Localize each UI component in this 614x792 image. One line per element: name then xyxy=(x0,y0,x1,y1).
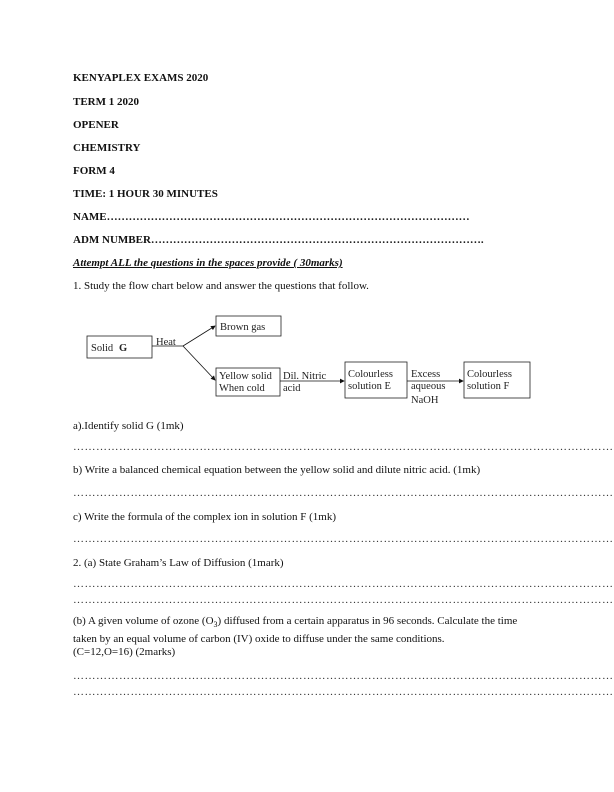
naoh-label: NaOH xyxy=(411,395,439,406)
name-field: NAME……………………………………………………………………………………… xyxy=(73,211,470,223)
solution-e-box xyxy=(345,362,407,398)
question-1c: c) Write the formula of the complex ion in solution F (1mk) xyxy=(73,511,336,523)
question-2b-part1: (b) A given volume of ozone (O xyxy=(73,615,214,627)
adm-number-field: ADM NUMBER………………………………………………………………………………. xyxy=(73,234,484,246)
dil-nitric-label: Dil. Nitric xyxy=(283,371,327,382)
solid-letter: G xyxy=(119,343,128,354)
arrow-to-brown-gas xyxy=(183,326,215,346)
solution-f-line1: Colourless xyxy=(467,369,512,380)
question-2a: 2. (a) State Graham’s Law of Diffusion (1mark) xyxy=(73,557,284,569)
exam-title: KENYAPLEX EXAMS 2020 xyxy=(73,72,209,84)
acid-label: acid xyxy=(283,383,301,394)
answer-line-2a-1[interactable]: …………………………………………………………………………………………………………………………… xyxy=(73,578,614,590)
excess-label: Excess xyxy=(411,369,441,380)
question-2b xyxy=(73,614,539,646)
subject-label: CHEMISTRY xyxy=(73,142,141,154)
question-1b: b) Write a balanced chemical equation between the yellow solid and dilute nitric acid. (1mk) xyxy=(73,464,481,476)
arrow-to-yellow-solid xyxy=(183,346,215,380)
paper-label: OPENER xyxy=(73,119,119,131)
question-2b-part2: ) diffused from a certain apparatus in 96 seconds. Calculate the time taken by an equal volume of carbon (IV) oxide to diffuse under the same conditions. xyxy=(73,615,518,646)
time-label: TIME: 1 HOUR 30 MINUTES xyxy=(73,188,218,200)
yellow-solid-label: Yellow solid xyxy=(219,371,272,382)
answer-line-2b-1[interactable]: …………………………………………………………………………………………………………………………… xyxy=(73,670,614,682)
question-1-stem: 1. Study the flow chart below and answer the questions that follow. xyxy=(73,280,369,292)
solution-e-line2: solution E xyxy=(348,381,391,392)
when-cold-label: When cold xyxy=(219,383,265,394)
brown-gas-label: Brown gas xyxy=(220,322,266,333)
term-label: TERM 1 2020 xyxy=(73,96,139,108)
answer-line-2a-2[interactable]: …………………………………………………………………………………………………………………………… xyxy=(73,594,614,606)
answer-line-1c[interactable]: …………………………………………………………………………………………………………………………… xyxy=(73,533,614,545)
heat-label: Heat xyxy=(156,337,176,348)
instruction: Attempt ALL the questions in the spaces provide ( 30marks) xyxy=(73,257,343,269)
solid-label: Solid xyxy=(91,343,114,354)
answer-line-1b[interactable]: …………………………………………………………………………………………………………………………… xyxy=(73,487,614,499)
solution-f-box xyxy=(464,362,530,398)
answer-line-2b-2[interactable]: …………………………………………………………………………………………………………………………… xyxy=(73,686,614,698)
question-1a: a).Identify solid G (1mk) xyxy=(73,420,184,432)
solution-e-line1: Colourless xyxy=(348,369,393,380)
atomic-masses: (C=12,O=16) (2marks) xyxy=(73,646,176,658)
solution-f-line2: solution F xyxy=(467,381,510,392)
answer-line-1a[interactable]: …………………………………………………………………………………………………………………………… xyxy=(73,441,614,453)
aqueous-label: aqueous xyxy=(411,381,446,392)
form-label: FORM 4 xyxy=(73,165,115,177)
ozone-subscript: 3 xyxy=(213,620,218,630)
